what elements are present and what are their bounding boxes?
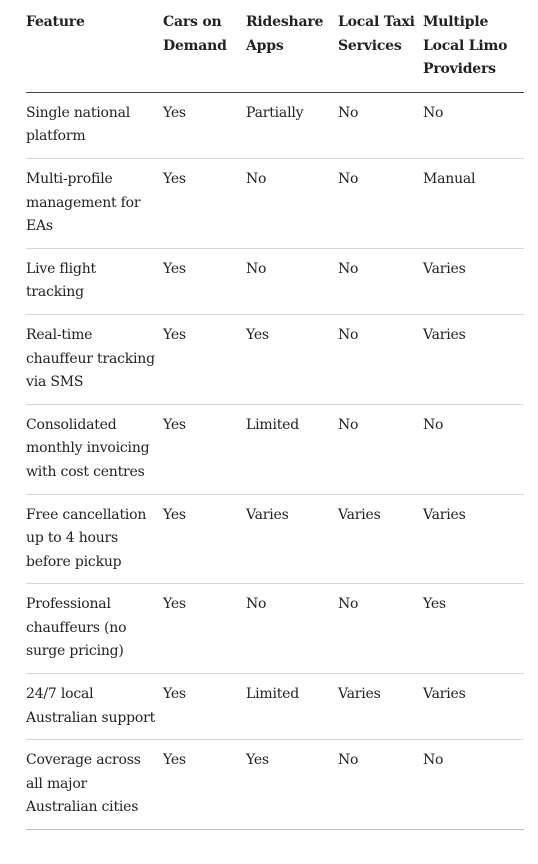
table-row [26,674,524,740]
local-taxi-cell: Varies [338,674,423,740]
header-feature: Feature [26,0,163,92]
cars-on-demand-cell: Yes [163,740,246,830]
table-row [26,314,524,404]
local-taxi-cell: No [338,248,423,314]
table-header [26,0,524,92]
table-body [26,92,524,829]
feature-cell: Professional chauffeurs (no surge pricing) [26,584,163,674]
feature-cell: Single national platform [26,92,163,158]
local-taxi-cell: No [338,584,423,674]
feature-cell: 24/7 local Australian support [26,674,163,740]
rideshare-apps-cell: Limited [246,404,338,494]
cars-on-demand-cell: Yes [163,584,246,674]
table-row [26,248,524,314]
feature-cell: Real-time chauffeur tracking via SMS [26,314,163,404]
feature-cell: Free cancellation up to 4 hours before pickup [26,494,163,584]
header-rideshare-apps: Rideshare Apps [246,0,338,92]
header-local-taxi-services: Local Taxi Services [338,0,423,92]
local-limo-cell: No [423,404,524,494]
rideshare-apps-cell: Limited [246,674,338,740]
comparison-table [26,0,524,830]
feature-cell: Coverage across all major Australian cities [26,740,163,830]
table-row [26,404,524,494]
rideshare-apps-cell: No [246,584,338,674]
local-taxi-cell: Varies [338,494,423,584]
local-taxi-cell: No [338,92,423,158]
local-taxi-cell: No [338,740,423,830]
rideshare-apps-cell: Partially [246,92,338,158]
local-limo-cell: No [423,740,524,830]
local-limo-cell: Varies [423,248,524,314]
rideshare-apps-cell: Yes [246,740,338,830]
cars-on-demand-cell: Yes [163,314,246,404]
local-taxi-cell: No [338,404,423,494]
local-taxi-cell: No [338,158,423,248]
cars-on-demand-cell: Yes [163,674,246,740]
local-limo-cell: Varies [423,314,524,404]
feature-cell: Live flight tracking [26,248,163,314]
header-row [26,0,524,92]
rideshare-apps-cell: No [246,158,338,248]
table-row [26,158,524,248]
rideshare-apps-cell: No [246,248,338,314]
header-multiple-local-limo-providers: Multiple Local Limo Providers [423,0,524,92]
cars-on-demand-cell: Yes [163,158,246,248]
feature-cell: Consolidated monthly invoicing with cost centres [26,404,163,494]
feature-cell: Multi-profile management for EAs [26,158,163,248]
rideshare-apps-cell: Yes [246,314,338,404]
local-taxi-cell: No [338,314,423,404]
comparison-table-container [26,0,524,830]
table-row [26,584,524,674]
cars-on-demand-cell: Yes [163,404,246,494]
local-limo-cell: Manual [423,158,524,248]
table-row [26,494,524,584]
table-row [26,740,524,830]
cars-on-demand-cell: Yes [163,248,246,314]
local-limo-cell: No [423,92,524,158]
header-cars-on-demand: Cars on Demand [163,0,246,92]
table-row [26,92,524,158]
rideshare-apps-cell: Varies [246,494,338,584]
local-limo-cell: Varies [423,494,524,584]
cars-on-demand-cell: Yes [163,494,246,584]
local-limo-cell: Yes [423,584,524,674]
cars-on-demand-cell: Yes [163,92,246,158]
local-limo-cell: Varies [423,674,524,740]
